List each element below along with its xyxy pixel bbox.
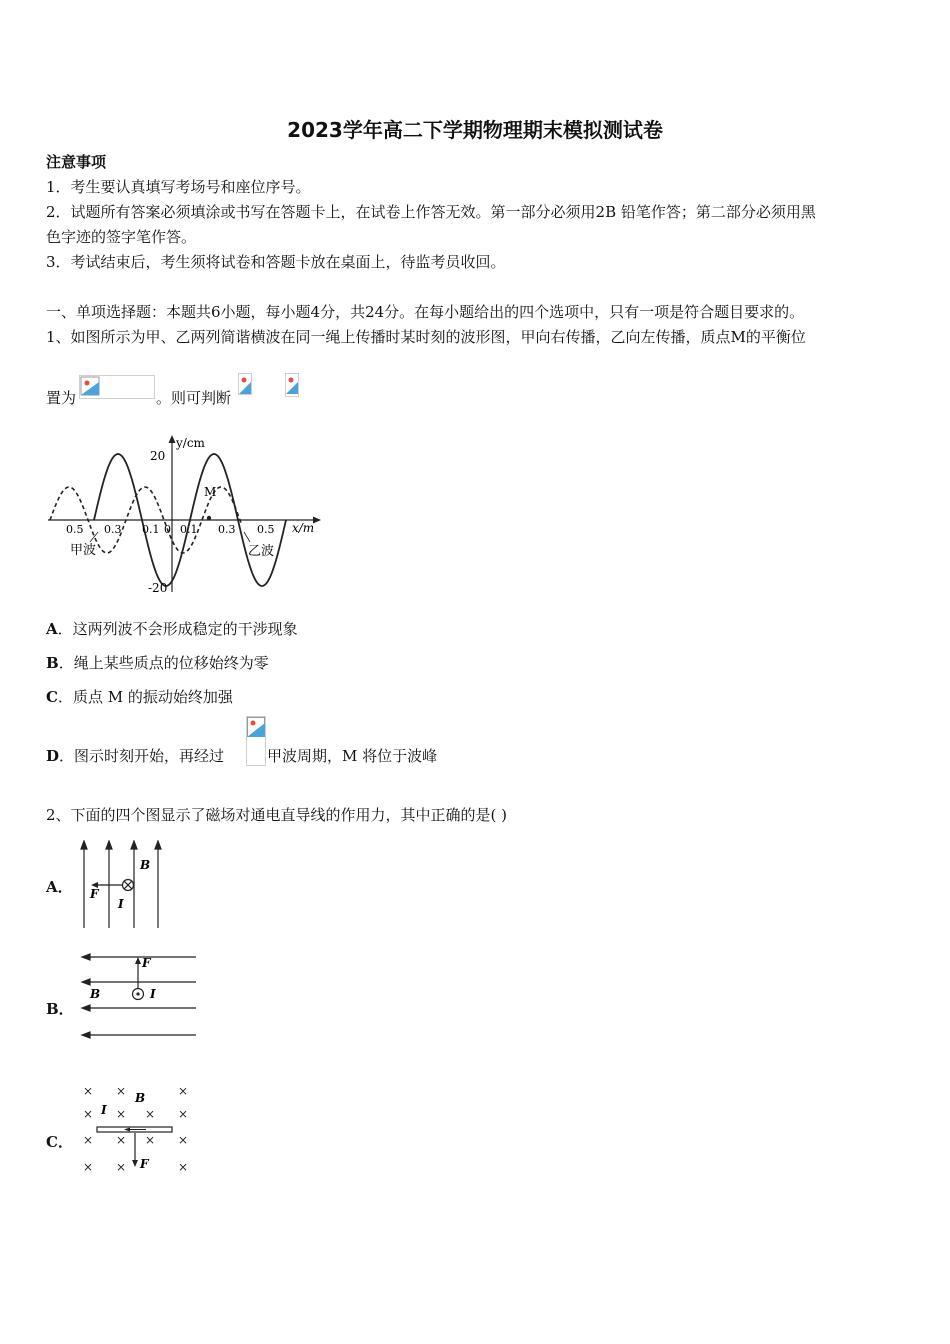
formula-image-icon-3 (285, 373, 299, 397)
q1-option-d-tail: 甲波周期，M 将位于波峰 (267, 747, 438, 765)
field-label: B (90, 987, 101, 1001)
notice-item-1: 1．考生要认真填写考场号和座位序号。 (46, 178, 311, 196)
tick-label: 0.5 (257, 523, 275, 536)
force-arrow-head-icon (132, 1160, 138, 1167)
q1-option-c (46, 687, 233, 707)
field-label: B (135, 1091, 146, 1105)
svg-text:×: × (83, 1133, 94, 1147)
force-label: F (142, 956, 151, 970)
svg-text:×: × (145, 1133, 156, 1147)
broken-image-icon (247, 717, 265, 737)
fraction-image-icon (246, 716, 266, 766)
section-heading: 一、单项选择题：本题共6小题，每小题4分，共24分。在每小题给出的四个选项中，只有一项是符合题目要求的。 (46, 303, 805, 321)
q1-stem-line1: 1、如图所示为甲、乙两列简谐横波在同一绳上传播时某时刻的波形图，甲向右传播，乙向左传播，质点M的平衡位 (46, 328, 806, 346)
tick-label: 0.3 (218, 523, 236, 536)
field-label: B (140, 858, 151, 872)
svg-text:×: × (116, 1107, 127, 1121)
option-key: D (46, 747, 60, 765)
point-m-label: M (204, 485, 217, 499)
q1-stem-line2a: 置为 (46, 389, 77, 407)
broken-image-icon (239, 374, 251, 394)
broken-image-icon (286, 374, 298, 396)
tick-label: 0.1 (142, 523, 160, 536)
svg-text:×: × (116, 1133, 127, 1147)
q2-option-b-label: B． (46, 1000, 74, 1018)
formula-image-icon (79, 375, 155, 399)
svg-text:×: × (178, 1107, 189, 1121)
q2-stem: 2、下面的四个图显示了磁场对通电直导线的作用力，其中正确的是( ) (46, 806, 508, 824)
svg-text:×: × (116, 1084, 127, 1098)
notice-heading: 注意事项 (46, 153, 107, 171)
q1-option-d (46, 746, 224, 766)
q2-diagram-b (78, 950, 200, 1042)
option-text: ．绳上某些质点的位移始终为零 (58, 654, 269, 672)
q1-stem-line2b: 。则可判断 (156, 389, 232, 407)
y-axis-arrow-icon (169, 435, 176, 443)
wave-yi-label: 乙波 (248, 544, 275, 559)
q2-option-a-label: A． (46, 878, 73, 896)
svg-text:×: × (178, 1160, 189, 1174)
svg-text:×: × (83, 1107, 94, 1121)
q2-diagram-a (78, 840, 168, 930)
svg-text:×: × (116, 1160, 127, 1174)
wave-graph (46, 432, 326, 598)
y-top-label: 20 (150, 449, 166, 463)
force-label: F (90, 887, 99, 901)
q2-diagram-c (78, 1078, 194, 1178)
wave-jia-label: 甲波 (70, 543, 97, 558)
force-arrow-head-icon (135, 957, 141, 964)
q1-option-a (46, 619, 298, 639)
current-label: I (150, 987, 156, 1001)
notice-item-2-cont: 色字迹的签字笔作答。 (46, 228, 197, 246)
option-key: B (46, 654, 59, 672)
tick-label: 0.1 (180, 523, 198, 536)
tick-label: 0 (164, 523, 171, 536)
svg-text:×: × (178, 1084, 189, 1098)
option-text: ．图示时刻开始，再经过 (59, 747, 225, 765)
formula-image-icon-2 (238, 373, 252, 395)
svg-text:×: × (83, 1084, 94, 1098)
tick-label: 0.3 (104, 523, 122, 536)
wave-yi-pointer (244, 532, 250, 542)
q2-option-c-label: C． (46, 1133, 73, 1151)
tick-label: 0.5 (66, 523, 84, 536)
notice-item-2: 2．试题所有答案必须填涂或书写在答题卡上，在试卷上作答无效。第一部分必须用2B 铅笔作答；第二部分必须用黑 (46, 203, 816, 221)
option-text: ．质点 M 的振动始终加强 (57, 688, 233, 706)
current-label: I (118, 897, 124, 911)
notice-item-3: 3．考试结束后，考生须将试卷和答题卡放在桌面上，待监考员收回。 (46, 253, 506, 271)
svg-text:×: × (145, 1107, 156, 1121)
x-axis-label: x/m (292, 521, 315, 535)
y-bottom-label: -20 (148, 581, 168, 595)
svg-text:×: × (83, 1160, 94, 1174)
q1-option-b (46, 653, 269, 673)
point-m (207, 516, 211, 520)
broken-image-icon (80, 376, 100, 396)
option-key: C (46, 688, 58, 706)
option-text: ．这两列波不会形成稳定的干涉现象 (57, 620, 298, 638)
y-axis-label: y/cm (176, 436, 205, 450)
svg-text:×: × (178, 1133, 189, 1147)
current-label: I (101, 1103, 107, 1117)
page-title: 2023学年高二下学期物理期末模拟测试卷 (287, 118, 663, 142)
option-key: A (46, 620, 58, 638)
force-label: F (140, 1157, 149, 1171)
